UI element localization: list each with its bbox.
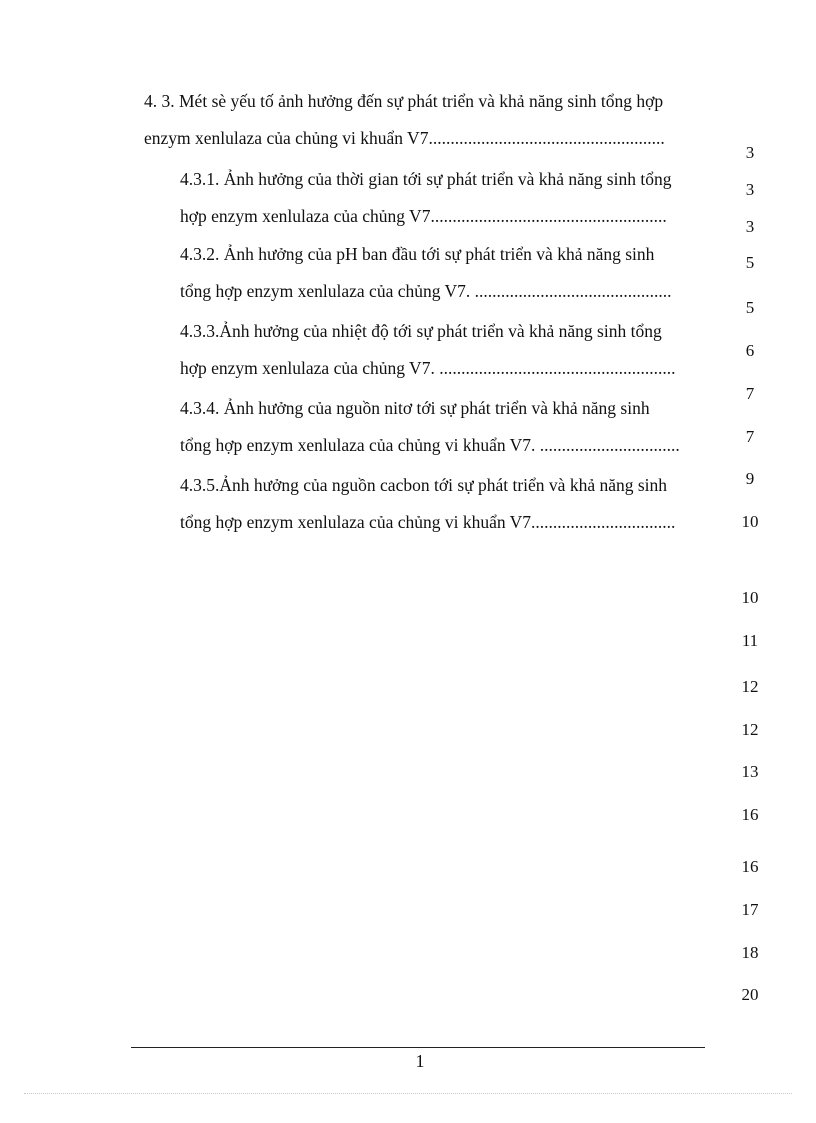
toc-entry-title-continued: tổng hợp enzym xenlulaza của chủng vi khuẩn V7................................. [180,512,676,532]
page-bottom-dotted-edge [24,1093,792,1094]
toc-page-number: 9 [745,469,755,488]
toc-entry-title: 4. 3. Mét sè yếu tố ảnh hưởng đến sự phát triển và khả năng sinh tổng hợp [144,91,664,111]
toc-page-number: 3 [745,217,755,236]
toc-page-number: 5 [745,253,755,272]
toc-entry-title-continued: tổng hợp enzym xenlulaza của chủng V7. ............................................. [180,281,672,301]
toc-entry-title: 4.3.4. Ảnh hưởng của nguồn nitơ tới sự phát triển và khả năng sinh [180,398,650,418]
toc-page-number: 5 [745,298,755,317]
toc-page-number: 20 [741,985,759,1004]
toc-entry-4-3-5[interactable] [180,468,675,542]
toc-page-number: 18 [741,943,759,962]
toc-entry-title-continued: hợp enzym xenlulaza của chủng V7...................................................... [180,206,667,226]
toc-entry-title-continued: tổng hợp enzym xenlulaza của chủng vi khuẩn V7. ................................ [180,435,680,455]
toc-page-number: 7 [745,427,755,446]
toc-entry-4-3-2[interactable] [180,237,672,311]
toc-entry-4-3[interactable] [144,84,665,158]
toc-page-number: 7 [745,384,755,403]
toc-page-number: 16 [741,805,759,824]
toc-page-number: 10 [741,588,759,607]
toc-entry-4-3-3[interactable] [180,314,675,388]
toc-page-number: 6 [745,341,755,360]
toc-page-number: 12 [741,720,759,739]
toc-page-number: 16 [741,857,759,876]
toc-entry-4-3-1[interactable] [180,162,671,236]
toc-page-number: 12 [741,677,759,696]
toc-entry-4-3-4[interactable] [180,391,680,465]
toc-page-number: 17 [741,900,759,919]
footer-page-number: 1 [415,1051,425,1071]
toc-entry-title-continued: enzym xenlulaza của chủng vi khuẩn V7...................................................... [144,128,665,148]
toc-page-number: 11 [741,631,759,650]
toc-entry-title-continued: hợp enzym xenlulaza của chủng V7. ...................................................... [180,358,676,378]
toc-page-number: 3 [745,143,755,162]
toc-page-number: 10 [741,512,759,531]
toc-entry-title: 4.3.5.Ảnh hưởng của nguồn cacbon tới sự phát triển và khả năng sinh [180,475,668,495]
footer-divider [131,1047,705,1048]
toc-entry-title: 4.3.1. Ảnh hưởng của thời gian tới sự phát triển và khả năng sinh tổng [180,169,672,189]
toc-entry-title: 4.3.3.Ảnh hưởng của nhiệt độ tới sự phát triển và khả năng sinh tổng [180,321,662,341]
toc-page-number: 3 [745,180,755,199]
toc-entry-title: 4.3.2. Ảnh hưởng của pH ban đầu tới sự phát triển và khả năng sinh [180,244,655,264]
toc-page-number: 13 [741,762,759,781]
